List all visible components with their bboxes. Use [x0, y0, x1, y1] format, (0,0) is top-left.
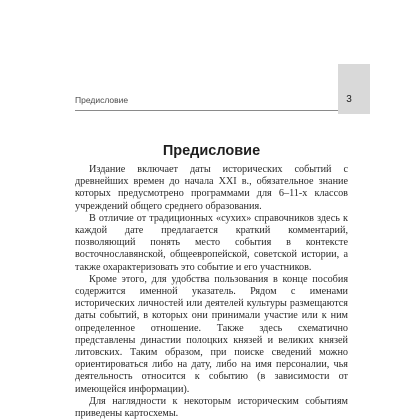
page-number: 3 — [346, 94, 352, 105]
paragraph: Для наглядности к некоторым историческим событиям приведены картосхемы. — [75, 395, 348, 420]
body-text — [75, 164, 348, 420]
chapter-title: Предисловие — [162, 143, 261, 159]
paragraph: В отличие от традиционных «сухих» справочников здесь к каждой дате предлагается краткий комментарий, позволяющий понять место события в контексте восточнославянской, общеевропейской, советской истории, а также охарактеризовать это событие и его участников. — [75, 212, 348, 273]
page-number-tab — [338, 64, 370, 114]
running-title: Предисловие — [75, 95, 129, 105]
paragraph: Кроме этого, для удобства пользования в конце пособия содержится именной указатель. Рядом с именами исторических личностей или деятелей культуры размещаются даты событий, в которых они принимали участие или к ним определенное отношение. Также здесь схематично представлены династии полоцких князей и великих князей литовских. Таким образом, при поиске сведений можно ориентироваться либо на дату, либо на имя персоналии, чья деятельность относится к событию (в зависимости от имеющейся информации). — [75, 273, 348, 395]
paragraph: Издание включает даты исторических событий с древнейших времен до начала XXI в., обязательное знание которых предусмотрено программами для 6–11-х классов учреждений общего среднего образования. — [75, 164, 348, 212]
header-rule — [75, 110, 338, 111]
